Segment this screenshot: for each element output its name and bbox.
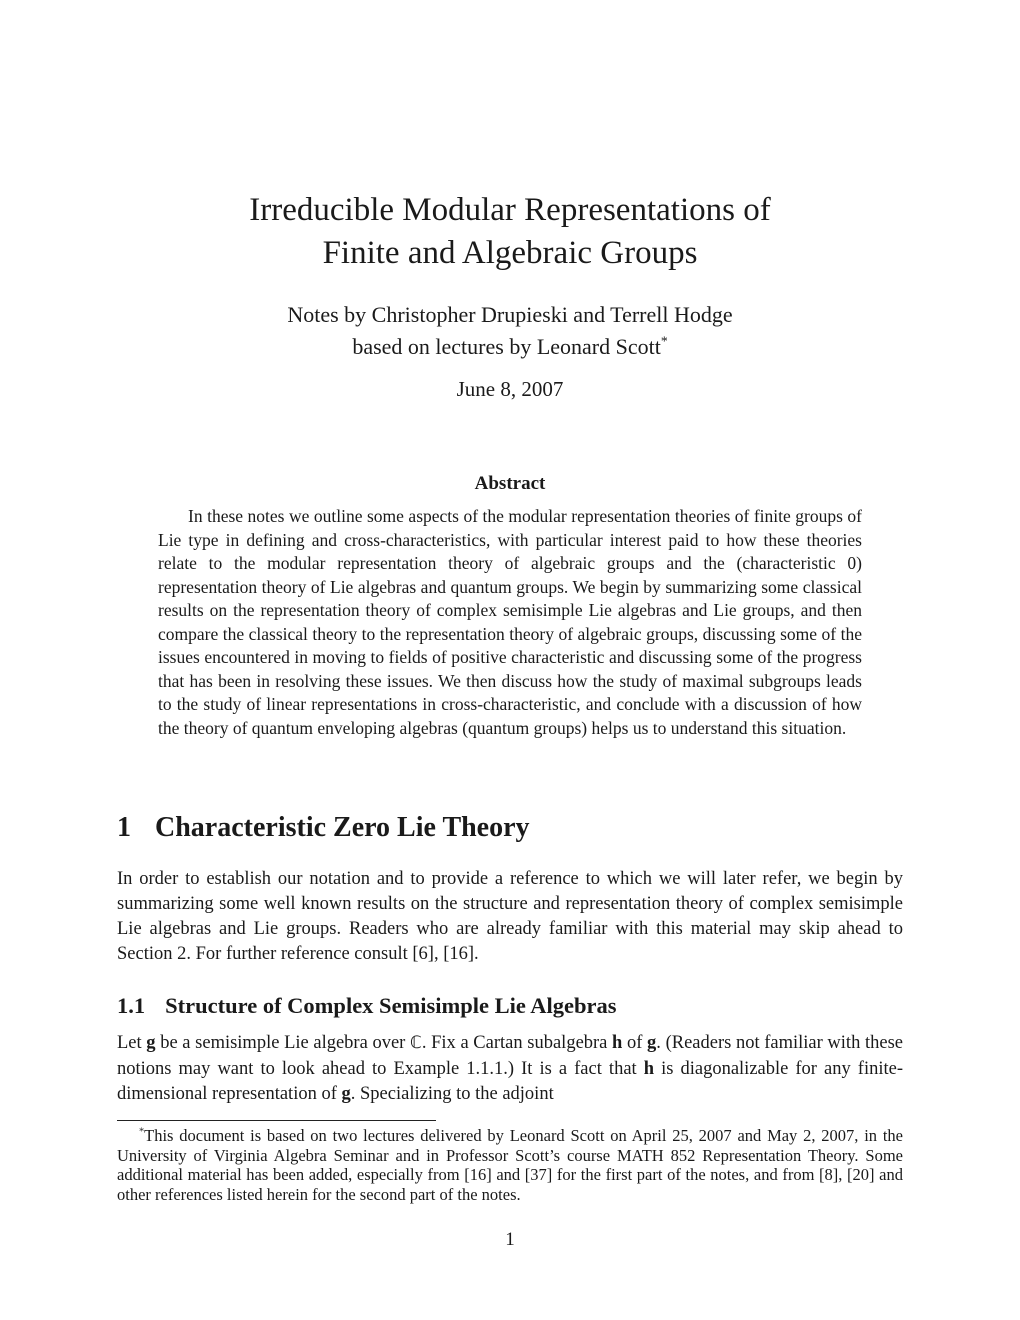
abstract-text: In these notes we outline some aspects of the modular representation theories of finite groups of Lie type in defining and cross-characteristics, with particular interest paid to how these theories relate to the modular representation theory of algebraic groups and the (characteristic 0) representation theory of Lie algebras and quantum groups. We begin by summarizing some classical results on the representation theory of complex semisimple Lie algebras and Lie groups, and then compare the classical theory to the representation theory of algebraic groups, discussing some of the issues encountered in moving to fields of positive characteristic and discussing some of the progress that has been in resolving these issues. We then discuss how the study of maximal subgroups leads to the study of linear representations in cross-characteristic, and conclude with a discussion of how the theory of quantum enveloping algebras (quantum groups) helps us to understand this situation. [158,506,862,738]
paper-date: June 8, 2007 [456,377,564,401]
paper-title-line-1: Irreducible Modular Representations of [249,192,771,228]
section-1-heading [117,810,903,846]
footnote-text: *This document is based on two lectures delivered by Leonard Scott on April 25, 2007 and May 2, 2007, in the University of Virginia Algebra Seminar and in Professor Scott’s course MATH 852 Representation Theory. Some additional material has been added, especially from [16] and [37] for the first part of the notes, and from [8], [20] and other references listed herein for the second part of the notes. [117,1126,903,1204]
paper-title [117,189,903,275]
section-1-1-heading [117,991,903,1020]
page-number: 1 [505,1229,515,1250]
abstract-heading: Abstract [474,473,546,494]
author-line: Notes by Christopher Drupieski and Terrell Hodge [287,302,733,327]
section-1-1-number: 1.1 [117,993,146,1018]
section-1-paragraph: In order to establish our notation and to provide a reference to which we will later refer, we begin by summarizing some well known results on the structure and representation theory of complex semisimple Lie algebras and Lie groups. Readers who are already familiar with this material may skip ahead to Section 2. For further reference consult [6], [16]. [117,869,903,964]
author-attribution-line: based on lectures by Leonard Scott* [352,333,668,359]
author-block [117,299,903,363]
section-1-1-title: Structure of Complex Semisimple Lie Algebras [165,993,617,1018]
footnote-rule [117,1120,436,1121]
section-1-title: Characteristic Zero Lie Theory [155,812,530,843]
section-1-number: 1 [117,812,131,843]
section-1-1-paragraph: Let g be a semisimple Lie algebra over ℂ. Fix a Cartan subalgebra h of g. (Readers not familiar with these notions may want to look ahead to Example 1.1.1.) It is a fact that h is diagonalizable for any finite-dimensional representation of g. Specializing to the adjoint [117,1033,903,1104]
paper-title-line-2: Finite and Algebraic Groups [322,235,698,271]
